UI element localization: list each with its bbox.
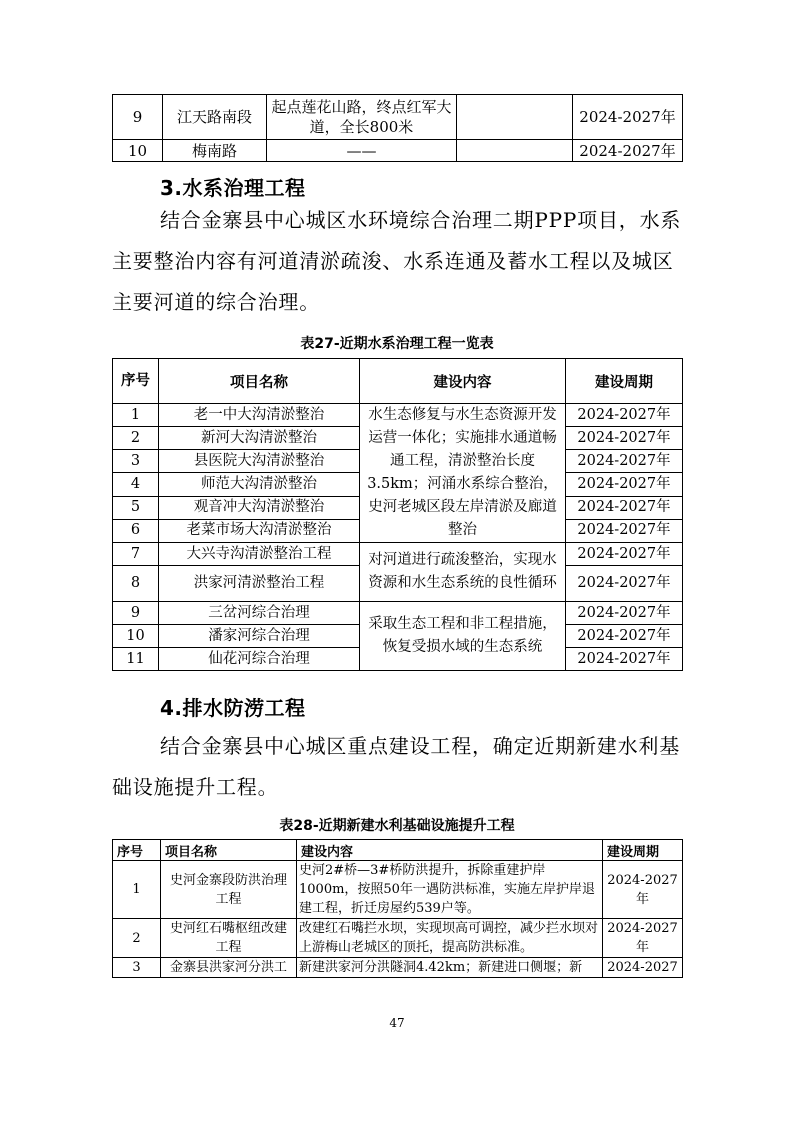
table-row (113, 543, 683, 566)
section-3-paragraph: 结合金寨县中心城区水环境综合治理二期PPP项目，水系主要整治内容有河道清淤疏浚、水系连通及蓄水工程以及城区主要河道的综合治理。 (112, 208, 682, 314)
construction-period: 2024-2027年 (566, 602, 683, 625)
water-infrastructure-table (112, 839, 683, 978)
table-27-caption: 表27-近期水系治理工程一览表 (300, 336, 494, 352)
table-row (113, 602, 683, 625)
construction-period: 2024-2027年 (566, 473, 683, 496)
row-number: 8 (113, 566, 159, 602)
table-header-row (113, 840, 683, 861)
construction-period: 2024-2027年 (566, 519, 683, 542)
project-name: 大兴寺沟清淤整治工程 (159, 543, 360, 566)
table-row (113, 958, 683, 978)
header-period: 建设周期 (566, 359, 683, 404)
project-name: 史河红石嘴枢纽改建工程 (161, 919, 297, 958)
project-name: 潘家河综合治理 (159, 625, 360, 648)
header-project-name: 项目名称 (161, 840, 297, 861)
project-name: 观音冲大沟清淤整治 (159, 496, 360, 519)
section-4-heading: 4.排水防涝工程 (160, 696, 306, 720)
construction-period: 2024-2027年 (603, 861, 683, 919)
construction-period: 2024-2027年 (566, 625, 683, 648)
project-name: 洪家河清淤整治工程 (159, 566, 360, 602)
row-number: 3 (113, 958, 161, 978)
construction-period: 2024-2027年 (566, 543, 683, 566)
construction-period: 2024-2027年 (603, 919, 683, 958)
row-number: 4 (113, 473, 159, 496)
construction-period: 2024-2027年 (566, 450, 683, 473)
row-number: 9 (113, 602, 159, 625)
header-number: 序号 (113, 840, 161, 861)
table-row (113, 404, 683, 427)
project-name: 史河金寨段防洪治理工程 (161, 861, 297, 919)
table-row (113, 95, 683, 140)
road-description: —— (267, 140, 457, 162)
header-content: 建设内容 (360, 359, 566, 404)
construction-period: 2024-2027年 (566, 427, 683, 450)
road-name: 江天路南段 (163, 95, 267, 140)
construction-period: 2024-2027年 (566, 496, 683, 519)
project-name: 三岔河综合治理 (159, 602, 360, 625)
construction-content: 采取生态工程和非工程措施，恢复受损水域的生态系统 (360, 602, 566, 671)
project-name: 县医院大沟清淤整治 (159, 450, 360, 473)
construction-period: 2024-2027年 (573, 95, 683, 140)
row-number: 2 (113, 919, 161, 958)
construction-period: 2024-2027 (603, 958, 683, 978)
header-number: 序号 (113, 359, 159, 404)
row-number: 10 (113, 625, 159, 648)
section-4-paragraph: 结合金寨县中心城区重点建设工程，确定近期新建水利基础设施提升工程。 (112, 734, 680, 799)
construction-period: 2024-2027年 (566, 404, 683, 427)
header-period: 建设周期 (603, 840, 683, 861)
header-content: 建设内容 (297, 840, 603, 861)
construction-content: 新建洪家河分洪隧洞4.42km；新建进口侧堰；新 (297, 958, 603, 978)
table-row (113, 140, 683, 162)
row-number: 6 (113, 519, 159, 542)
table-row (113, 919, 683, 958)
row-number: 7 (113, 543, 159, 566)
row-number: 9 (113, 95, 163, 140)
table-header-row (113, 359, 683, 404)
page-number: 47 (389, 1016, 405, 1030)
empty-cell (457, 140, 573, 162)
project-name: 老菜市场大沟清淤整治 (159, 519, 360, 542)
road-table-continuation (112, 94, 683, 162)
construction-period: 2024-2027年 (566, 566, 683, 602)
row-number: 10 (113, 140, 163, 162)
construction-content: 史河2#桥—3#桥防洪提升，拆除重建护岸1000m，按照50年一遇防洪标准，实施左岸护岸退建工程，折迁房屋约539户等。 (297, 861, 603, 919)
construction-period: 2024-2027年 (566, 648, 683, 671)
project-name: 师范大沟清淤整治 (159, 473, 360, 496)
project-name: 新河大沟清淤整治 (159, 427, 360, 450)
section-3-heading: 3.水系治理工程 (160, 176, 306, 200)
header-project-name: 项目名称 (159, 359, 360, 404)
empty-cell (457, 95, 573, 140)
project-name: 金寨县洪家河分洪工 (161, 958, 297, 978)
row-number: 2 (113, 427, 159, 450)
construction-content: 水生态修复与水生态资源开发运营一体化；实施排水通道畅通工程，清淤整治长度3.5km；河涌水系综合整治，史河老城区段左岸清淤及廊道整治 (360, 404, 566, 543)
row-number: 11 (113, 648, 159, 671)
project-name: 仙花河综合治理 (159, 648, 360, 671)
row-number: 1 (113, 861, 161, 919)
construction-content: 改建红石嘴拦水坝，实现坝高可调控，减少拦水坝对上游梅山老城区的顶托，提高防洪标准。 (297, 919, 603, 958)
road-description: 起点莲花山路，终点红军大道，全长800米 (267, 95, 457, 140)
project-name: 老一中大沟清淤整治 (159, 404, 360, 427)
construction-period: 2024-2027年 (573, 140, 683, 162)
row-number: 5 (113, 496, 159, 519)
table-row (113, 861, 683, 919)
row-number: 3 (113, 450, 159, 473)
row-number: 1 (113, 404, 159, 427)
table-28-caption: 表28-近期新建水利基础设施提升工程 (279, 818, 515, 834)
water-system-table (112, 358, 683, 671)
construction-content: 对河道进行疏浚整治，实现水资源和水生态系统的良性循环 (360, 543, 566, 602)
road-name: 梅南路 (163, 140, 267, 162)
